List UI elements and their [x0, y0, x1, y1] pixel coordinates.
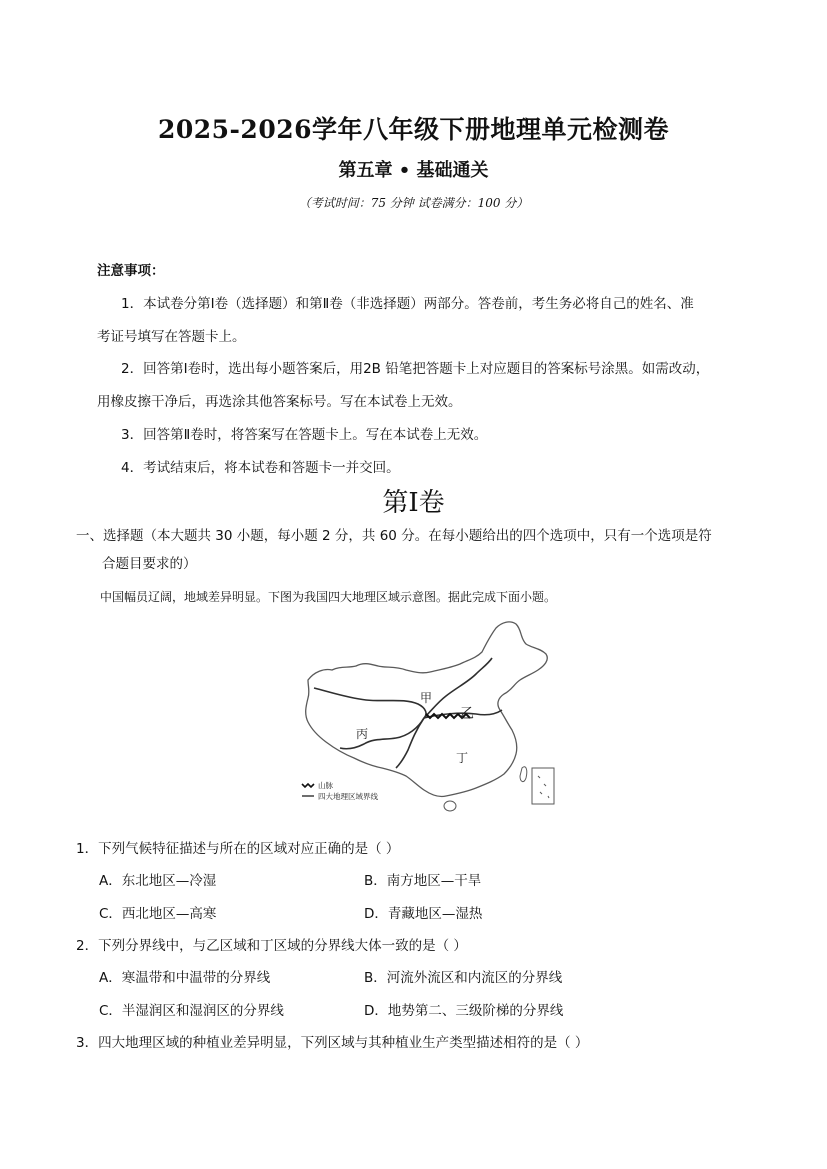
- region-label-yi: 乙: [460, 706, 474, 722]
- south-sea-islands: [538, 776, 549, 798]
- hainan-island: [444, 801, 456, 811]
- question-2-option-b[interactable]: B．河流外流区和内流区的分界线: [364, 970, 563, 986]
- question-1-option-a[interactable]: A．东北地区—冷湿: [99, 873, 217, 889]
- region-boundary-qinghai-tibet: [340, 718, 424, 749]
- note-line: 4．考试结束后，将本试卷和答题卡一并交回。: [121, 460, 400, 476]
- notes-heading: 注意事项：: [97, 263, 165, 279]
- question-stem: 中国幅员辽阔，地域差异明显。下图为我国四大地理区域示意图。据此完成下面小题。: [100, 590, 557, 604]
- china-regions-map: [300, 618, 560, 818]
- note-line: 用橡皮擦干净后，再选涂其他答案标号。写在本试卷上无效。: [97, 394, 462, 410]
- region-label-jia: 甲: [420, 691, 433, 705]
- question-3-stem: 3．四大地理区域的种植业差异明显，下列区域与其种植业生产类型描述相符的是（ ）: [76, 1035, 589, 1051]
- region-boundary-south: [396, 718, 424, 768]
- note-line: 考证号填写在答题卡上。: [97, 329, 246, 345]
- note-line: 2．回答第Ⅰ卷时，选出每小题答案后，用2B 铅笔把答题卡上对应题目的答案标号涂黑。如需改动，: [121, 361, 710, 377]
- volume-title: 第Ⅰ卷: [382, 488, 445, 518]
- question-2-option-c[interactable]: C．半湿润区和湿润区的分界线: [99, 1003, 284, 1019]
- region-label-ding: 丁: [456, 751, 469, 765]
- taiwan-island: [520, 767, 527, 782]
- question-1-stem: 1．下列气候特征描述与所在的区域对应正确的是（ ）: [76, 841, 400, 857]
- note-line: 1．本试卷分第Ⅰ卷（选择题）和第Ⅱ卷（非选择题）两部分。答卷前，考生务必将自己的姓名、准: [121, 296, 694, 312]
- legend-mountain-label: 山脉: [318, 781, 333, 790]
- page-title: 2025-2026学年八年级下册地理单元检测卷: [157, 115, 670, 144]
- note-line: 3．回答第Ⅱ卷时，将答案写在答题卡上。写在本试卷上无效。: [121, 427, 488, 443]
- legend-boundary-label: 四大地理区域界线: [318, 792, 378, 801]
- section-instructions-cont: 合题目要求的）: [102, 556, 197, 572]
- question-2-option-a[interactable]: A．寒温带和中温带的分界线: [99, 970, 271, 986]
- region-boundary-north-northwest: [314, 688, 426, 718]
- legend-mountain-symbol: [302, 784, 314, 787]
- chapter-subtitle: 第五章 • 基础通关: [338, 160, 489, 181]
- question-1-option-d[interactable]: D．青藏地区—湿热: [364, 906, 483, 922]
- question-2-option-d[interactable]: D．地势第二、三级阶梯的分界线: [364, 1003, 564, 1019]
- south-sea-inset: [532, 768, 554, 804]
- exam-info: （考试时间：75 分钟 试卷满分：100 分）: [298, 196, 529, 210]
- question-1-option-c[interactable]: C．西北地区—高寒: [99, 906, 217, 922]
- china-outline: [306, 622, 548, 797]
- question-1-option-b[interactable]: B．南方地区—干旱: [364, 873, 482, 889]
- question-2-stem: 2．下列分界线中，与乙区域和丁区域的分界线大体一致的是（ ）: [76, 938, 467, 954]
- region-boundary-north-east: [424, 658, 492, 718]
- region-label-bing: 丙: [356, 727, 369, 741]
- section-instructions: 一、选择题（本大题共 30 小题，每小题 2 分，共 60 分。在每小题给出的四个选项中，只有一个选项是符: [76, 528, 712, 544]
